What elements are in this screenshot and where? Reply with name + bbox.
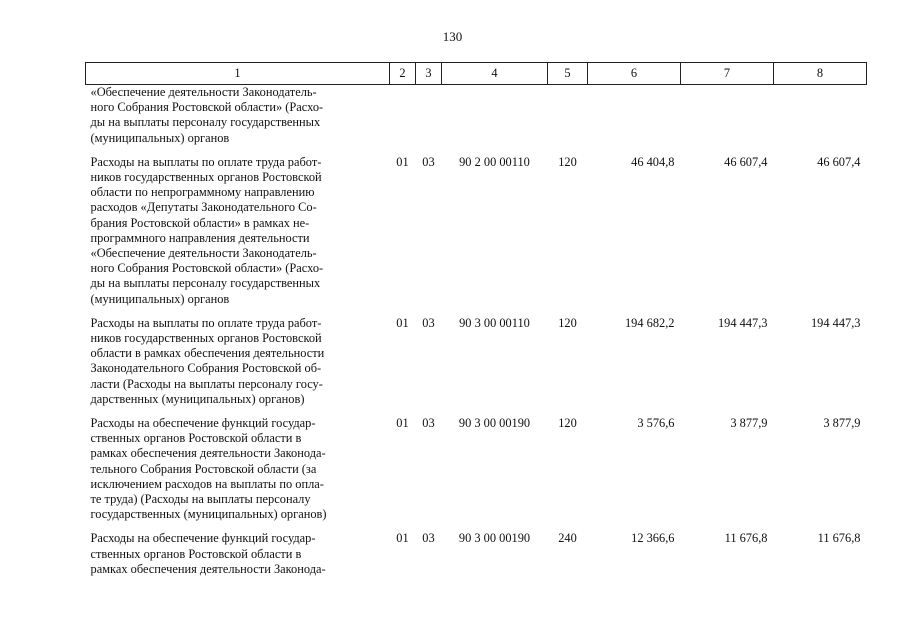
subsection-code: 03 <box>422 531 435 546</box>
amount-col-8: 46 607,4 <box>817 154 861 169</box>
target-article-code: 90 3 00 00190 <box>458 416 531 431</box>
description-line: Расходы на обеспечение функций государ- <box>90 416 316 431</box>
subsection-code <box>416 85 442 155</box>
column-header-6: 6 <box>588 63 681 85</box>
table-row <box>86 416 867 531</box>
description-line: области в рамках обеспечения деятельности <box>90 346 325 361</box>
description-line: ды на выплаты персоналу государственных <box>90 276 321 291</box>
description-line: Расходы на выплаты по оплате труда работ- <box>90 315 322 330</box>
section-code: 01 <box>396 531 409 546</box>
target-article-code: 90 3 00 00110 <box>459 315 530 330</box>
description-line: рамках обеспечения деятельности Законода- <box>90 561 326 576</box>
column-header-3: 3 <box>416 63 442 85</box>
row-description <box>86 85 390 155</box>
description-line: брания Ростовской области» в рамках не- <box>90 215 310 230</box>
column-header-5: 5 <box>548 63 588 85</box>
amount-col-6: 3 576,6 <box>637 416 675 431</box>
budget-table <box>85 62 867 586</box>
section-code: 01 <box>396 416 409 431</box>
section-code <box>390 85 416 155</box>
expense-type-code: 120 <box>558 416 577 431</box>
description-line: ников государственных органов Ростовской <box>90 331 322 346</box>
description-line: Расходы на обеспечение функций государ- <box>90 531 316 546</box>
description-line: ного Собрания Ростовской области» (Расхо- <box>90 100 324 115</box>
description-line: Законодательного Собрания Ростовской об- <box>90 361 322 376</box>
target-article-code <box>442 85 548 155</box>
table-row <box>86 531 867 586</box>
description-line: расходов «Депутаты Законодательного Со- <box>90 200 317 215</box>
description-line: (муниципальных) органов <box>90 130 230 145</box>
expense-type-code: 120 <box>558 154 577 169</box>
description-line: государственных (муниципальных) органов) <box>90 507 327 522</box>
amount-col-8: 194 447,3 <box>810 315 861 330</box>
subsection-code: 03 <box>422 416 435 431</box>
section-code: 01 <box>396 154 409 169</box>
description-line: программного направления деятельности <box>90 230 310 245</box>
subsection-code: 03 <box>422 154 435 169</box>
table-row <box>86 85 867 155</box>
row-description <box>86 155 390 316</box>
description-line: ды на выплаты персоналу государственных <box>90 115 321 130</box>
row-description <box>86 316 390 416</box>
amount-col-8: 3 877,9 <box>823 416 861 431</box>
row-description <box>86 531 390 586</box>
amount-col-7: 3 877,9 <box>730 416 768 431</box>
description-line: рамках обеспечения деятельности Законода- <box>90 446 326 461</box>
column-header-2: 2 <box>390 63 416 85</box>
description-line: те труда) (Расходы на выплаты персоналу <box>90 492 311 507</box>
description-line: дарственных (муниципальных) органов) <box>90 391 305 406</box>
amount-col-8: 11 676,8 <box>817 531 861 546</box>
subsection-code: 03 <box>422 315 435 330</box>
description-line: ного Собрания Ростовской области» (Расхо- <box>90 261 324 276</box>
description-line: исключением расходов на выплаты по опла- <box>90 476 324 491</box>
description-line: ственных органов Ростовской области в <box>90 431 302 446</box>
column-header-8: 8 <box>774 63 867 85</box>
column-header-7: 7 <box>681 63 774 85</box>
amount-col-7: 11 676,8 <box>724 531 768 546</box>
column-header-4: 4 <box>442 63 548 85</box>
table-header-row <box>86 63 867 85</box>
section-code: 01 <box>396 315 409 330</box>
table-row <box>86 316 867 416</box>
description-line: «Обеспечение деятельности Законодатель- <box>90 246 317 261</box>
amount-col-8 <box>774 85 867 155</box>
description-line: (муниципальных) органов <box>90 291 230 306</box>
expense-type-code <box>548 85 588 155</box>
description-line: ников государственных органов Ростовской <box>90 170 322 185</box>
row-description <box>86 416 390 531</box>
description-line: «Обеспечение деятельности Законодатель- <box>90 85 317 99</box>
amount-col-6: 194 682,2 <box>624 315 675 330</box>
table-row <box>86 155 867 316</box>
amount-col-7: 194 447,3 <box>717 315 768 330</box>
column-header-1: 1 <box>86 63 390 85</box>
description-line: области по непрограммному направлению <box>90 185 315 200</box>
page-number: 130 <box>442 29 463 44</box>
expense-type-code: 120 <box>558 315 577 330</box>
expense-type-code: 240 <box>558 531 577 546</box>
target-article-code: 90 3 00 00190 <box>458 531 531 546</box>
amount-col-7 <box>681 85 774 155</box>
target-article-code: 90 2 00 00110 <box>459 154 530 169</box>
description-line: ственных органов Ростовской области в <box>90 546 302 561</box>
amount-col-6: 12 366,6 <box>631 531 675 546</box>
description-line: тельного Собрания Ростовской области (за <box>90 461 317 476</box>
description-line: ласти (Расходы на выплаты персоналу госу- <box>90 376 323 391</box>
amount-col-6: 46 404,8 <box>631 154 675 169</box>
amount-col-6 <box>588 85 681 155</box>
amount-col-7: 46 607,4 <box>724 154 768 169</box>
description-line: Расходы на выплаты по оплате труда работ- <box>90 154 322 169</box>
